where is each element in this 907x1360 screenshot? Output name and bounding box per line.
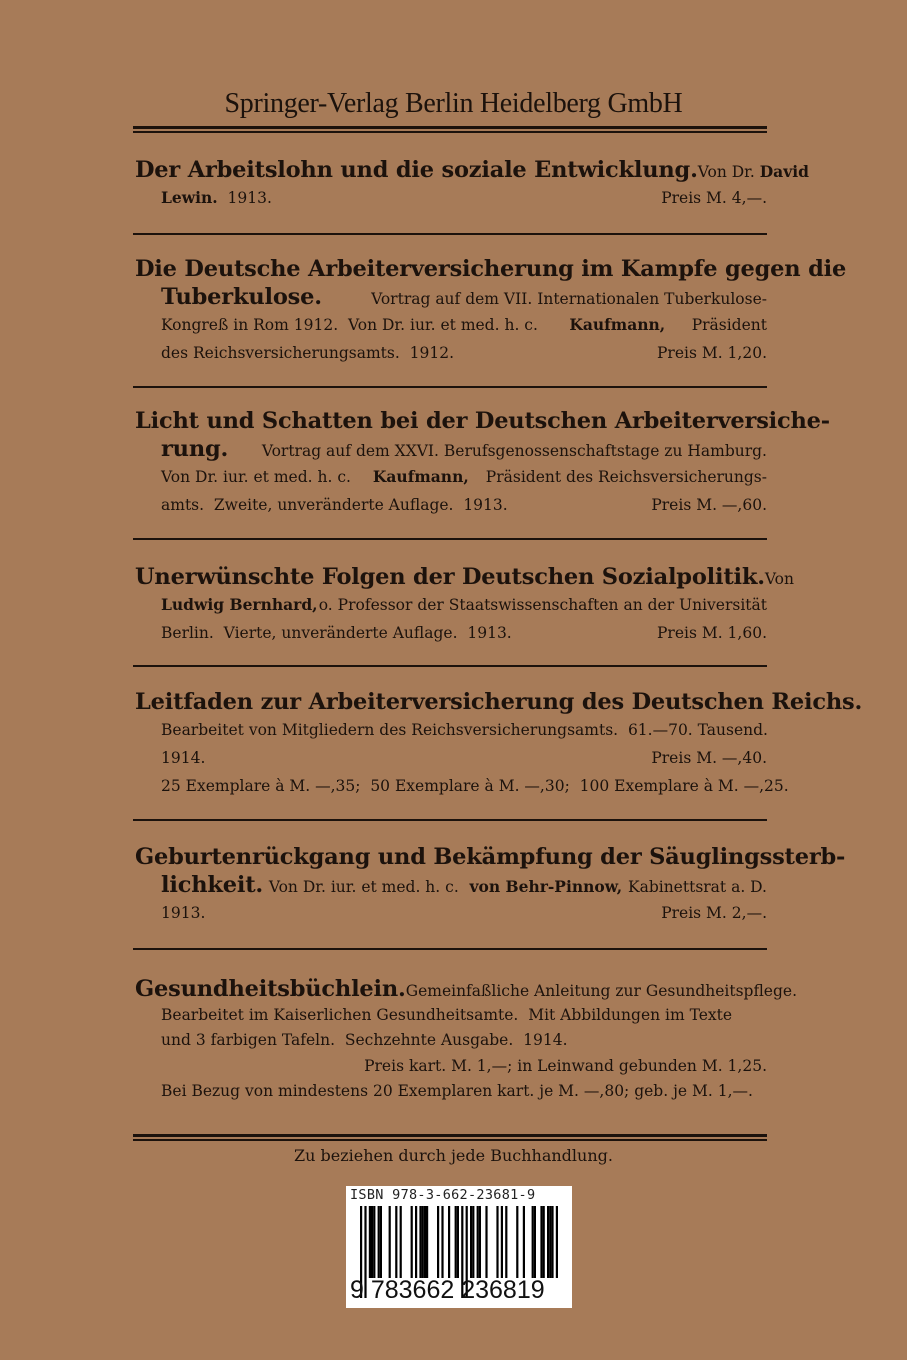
author-name: Lewin. [161,188,218,207]
entry-line [135,871,767,899]
entry-line [135,491,767,519]
barcode-bar [556,1206,558,1278]
book-title: Unerwünschte Folgen der Deutschen Sozialpolitik. [135,564,765,590]
barcode-bar [543,1206,545,1278]
barcode-bar [426,1206,428,1278]
barcode-bar [415,1206,417,1278]
entry-text: Präsident des Reichsversicherungs- [485,468,767,486]
barcode-bar [411,1206,413,1278]
barcode-bar [400,1206,402,1278]
entry-line [135,976,798,1003]
price: Preis kart. M. 1,—; in Leinwand gebunden M. 1,25. [364,1056,767,1075]
divider [133,819,767,821]
barcode-bar [505,1206,507,1278]
author-name: von Behr-Pinnow, [469,877,623,896]
divider [133,948,767,950]
divider [133,233,767,235]
entry-text: Präsident [691,316,767,334]
barcode-bar [380,1206,382,1278]
price: Preis M. 1,60. [656,624,767,642]
entry-text: Von Dr. [697,163,760,181]
book-entry [135,563,794,647]
author-name: Ludwig Bernhard, [161,595,318,614]
book-title: Die Deutsche Arbeiterversicherung im Kampfe gegen die [135,256,847,282]
isbn-barcode [346,1186,572,1308]
barcode-bar [455,1206,457,1278]
barcode-bar [424,1206,426,1278]
divider [133,386,767,388]
barcode-bar [371,1206,373,1278]
barcode-bar [523,1206,525,1278]
book-title: rung. [161,436,229,462]
book-entry [135,976,798,1105]
entry-line [135,1028,767,1054]
barcode-bar [448,1206,450,1278]
barcode-bar [547,1206,549,1278]
barcode-bar [479,1206,481,1278]
barcode-bar [472,1206,474,1278]
isbn-label: ISBN 978-3-662-23681-9 [350,1187,536,1203]
book-title: Leitfaden zur Arbeiterversicherung des Deutschen Reichs. [135,689,863,715]
entry-line [135,716,767,744]
entry-line [135,339,767,367]
publisher-name: Springer-Verlag Berlin Heidelberg GmbH [224,88,683,119]
entry-text: 1913. [161,904,206,922]
entry-text: 25 Exemplare à M. —,35; 50 Exemplare à M. —,30; 100 Exemplare à M. —,25. [161,777,789,795]
book-title: lichkeit. [161,872,264,898]
barcode-bar [389,1206,391,1278]
price: Preis M. 2,—. [661,904,767,922]
price: Preis M. 4,—. [661,189,767,207]
entry-line [135,563,794,591]
entry-text: des Reichsversicherungsamts. 1912. [161,344,455,362]
entry-line [135,435,767,463]
entry-line [135,156,809,184]
barcode-bar [501,1206,503,1278]
entry-text: Gemeinfaßliche Anleitung zur Gesundheitspflege. [405,982,798,1000]
entry-text: amts. Zweite, unveränderte Auflage. 1913. [161,496,508,514]
barcode-bar [422,1206,424,1278]
author-name: Kaufmann, [569,315,666,334]
barcode-bar [485,1206,487,1278]
barcode-bar [470,1206,472,1278]
barcode-digits: 9 783662 236819 [350,1276,545,1304]
barcode-bar [378,1206,380,1278]
barcode-bar [441,1206,443,1278]
book-entry [135,255,847,367]
divider [133,665,767,667]
entry-line [135,591,767,619]
book-entry [135,156,809,212]
barcode-bar [551,1206,553,1278]
entry-line [135,619,767,647]
entry-line [135,688,863,716]
entry-line [135,311,767,339]
entry-line [135,283,767,311]
entry-line [135,1003,767,1029]
entry-text: Von Dr. iur. et med. h. c. [161,468,356,486]
barcode-bar [549,1206,551,1278]
book-entry [135,688,863,800]
barcode-bar [369,1206,371,1278]
entry-text: 1913. [217,189,272,207]
entry-text: und 3 farbigen Tafeln. Sechzehnte Ausgabe. 1914. [161,1031,568,1049]
entry-text: Kabinettsrat a. D. [628,878,767,896]
book-title: Licht und Schatten bei der Deutschen Arbeiterversiche- [135,408,830,434]
barcode-bar [395,1206,397,1278]
entry-text: Berlin. Vierte, unveränderte Auflage. 1913. [161,624,512,642]
book-title: Der Arbeitslohn und die soziale Entwicklung. [135,157,698,183]
entry-line [135,772,789,800]
entry-line [135,184,767,212]
barcode-bar [516,1206,518,1278]
entry-text: o. Professor der Staatswissenschaften an der Universität [318,596,767,614]
entry-text: Bei Bezug von mindestens 20 Exemplaren kart. je M. —,80; geb. je M. 1,—. [161,1082,753,1100]
footer-note: Zu beziehen durch jede Buchhandlung. [294,1146,613,1165]
barcode-bar [457,1206,459,1278]
entry-line [135,843,846,871]
barcode-bar [419,1206,421,1278]
divider [133,538,767,540]
entry-text: Von Dr. iur. et med. h. c. [268,878,464,896]
book-entry [135,843,846,927]
entry-line [135,1079,767,1105]
book-title: Geburtenrückgang und Bekämpfung der Säuglingssterb- [135,844,846,870]
barcode-bar [540,1206,542,1278]
entry-line [135,899,767,927]
barcode-bar [373,1206,375,1278]
entry-line [135,255,847,283]
entry-text: Vortrag auf dem VII. Internationalen Tuberkulose- [371,290,767,308]
entry-text: Bearbeitet von Mitgliedern des Reichsversicherungsamts. 61.—70. Tausend. [161,721,768,739]
entry-text: Von [764,570,794,588]
barcode-bar [496,1206,498,1278]
book-title: Gesundheitsbüchlein. [135,976,406,1002]
barcode-bar [534,1206,536,1278]
book-title: Tuberkulose. [161,284,322,310]
entry-line [135,744,767,772]
author-name: Kaufmann, [372,467,469,486]
barcode-bar [532,1206,534,1278]
price: Preis M. 1,20. [656,344,767,362]
entry-text: 1914. [161,749,206,767]
entry-line [135,1054,767,1080]
price: Preis M. —,60. [651,496,767,514]
entry-text: Bearbeitet im Kaiserlichen Gesundheitsamte. Mit Abbildungen im Texte [161,1005,733,1024]
barcode-bar [477,1206,479,1278]
double-rule [133,1134,767,1141]
book-entry [135,407,830,519]
entry-text: Vortrag auf dem XXVI. Berufsgenossenschaftstage zu Hamburg. [261,442,767,460]
author-name: David [759,162,809,181]
entry-line [135,463,767,491]
entry-line [135,407,830,435]
price: Preis M. —,40. [651,749,767,767]
barcode-bar [437,1206,439,1278]
double-rule [133,126,767,133]
entry-text: Kongreß in Rom 1912. Von Dr. iur. et med. h. c. [161,316,543,334]
